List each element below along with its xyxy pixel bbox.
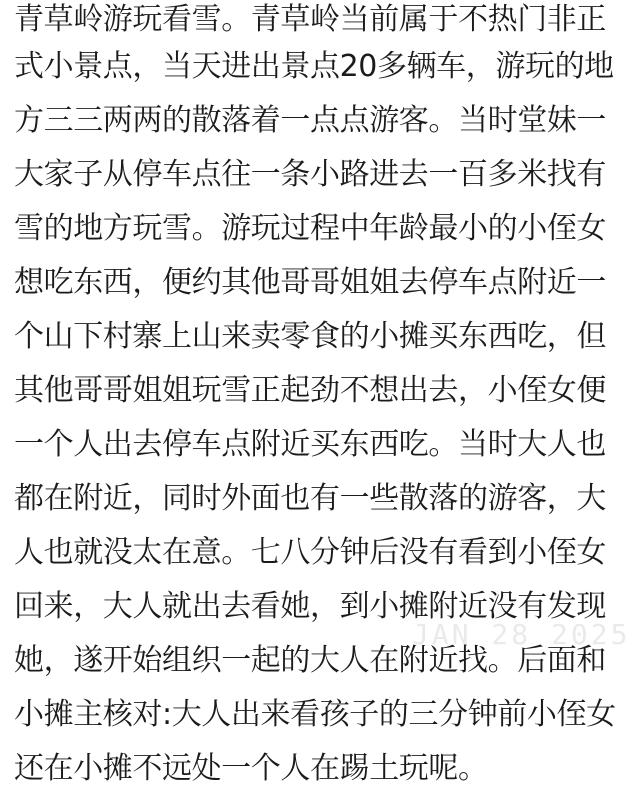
text-line: 回来，大人就出去看她，到小摊附近没有发现: [14, 589, 606, 624]
text-line: 一个人出去停车点附近买东西吃。当时大人也: [14, 427, 606, 462]
text-line: 雪的地方玩雪。游玩过程中年龄最小的小侄女: [14, 211, 606, 246]
text-line: 想吃东西，便约其他哥哥姐姐去停车点附近一: [14, 265, 606, 300]
text-line: 其他哥哥姐姐玩雪正起劲不想出去，小侄女便: [14, 373, 606, 408]
text-line: 方三三两两的散落着一点点游客。当时堂妹一: [14, 103, 606, 138]
text-line: 人也就没太在意。七八分钟后没有看到小侄女: [14, 535, 606, 570]
text-line: 青草岭游玩看雪。青草岭当前属于不热门非正: [14, 2, 606, 37]
date-watermark: JAN 28 2025: [412, 618, 631, 651]
article-text: [14, 0, 638, 796]
text-line: 式小景点，当天进出景点20多辆车，游玩的地: [14, 49, 614, 84]
text-line: 她，遂开始组织一起的大人在附近找。后面和: [14, 643, 606, 678]
text-line: 都在附近，同时外面也有一些散落的游客，大: [14, 481, 606, 516]
text-line: 小摊主核对:大人出来看孩子的三分钟前小侄女: [14, 697, 616, 732]
text-line: 还在小摊不远处一个人在踢土玩呢。: [14, 751, 488, 786]
text-line: 个山下村寨上山来卖零食的小摊买东西吃，但: [14, 319, 606, 354]
text-line: 大家子从停车点往一条小路进去一百多米找有: [14, 157, 606, 192]
